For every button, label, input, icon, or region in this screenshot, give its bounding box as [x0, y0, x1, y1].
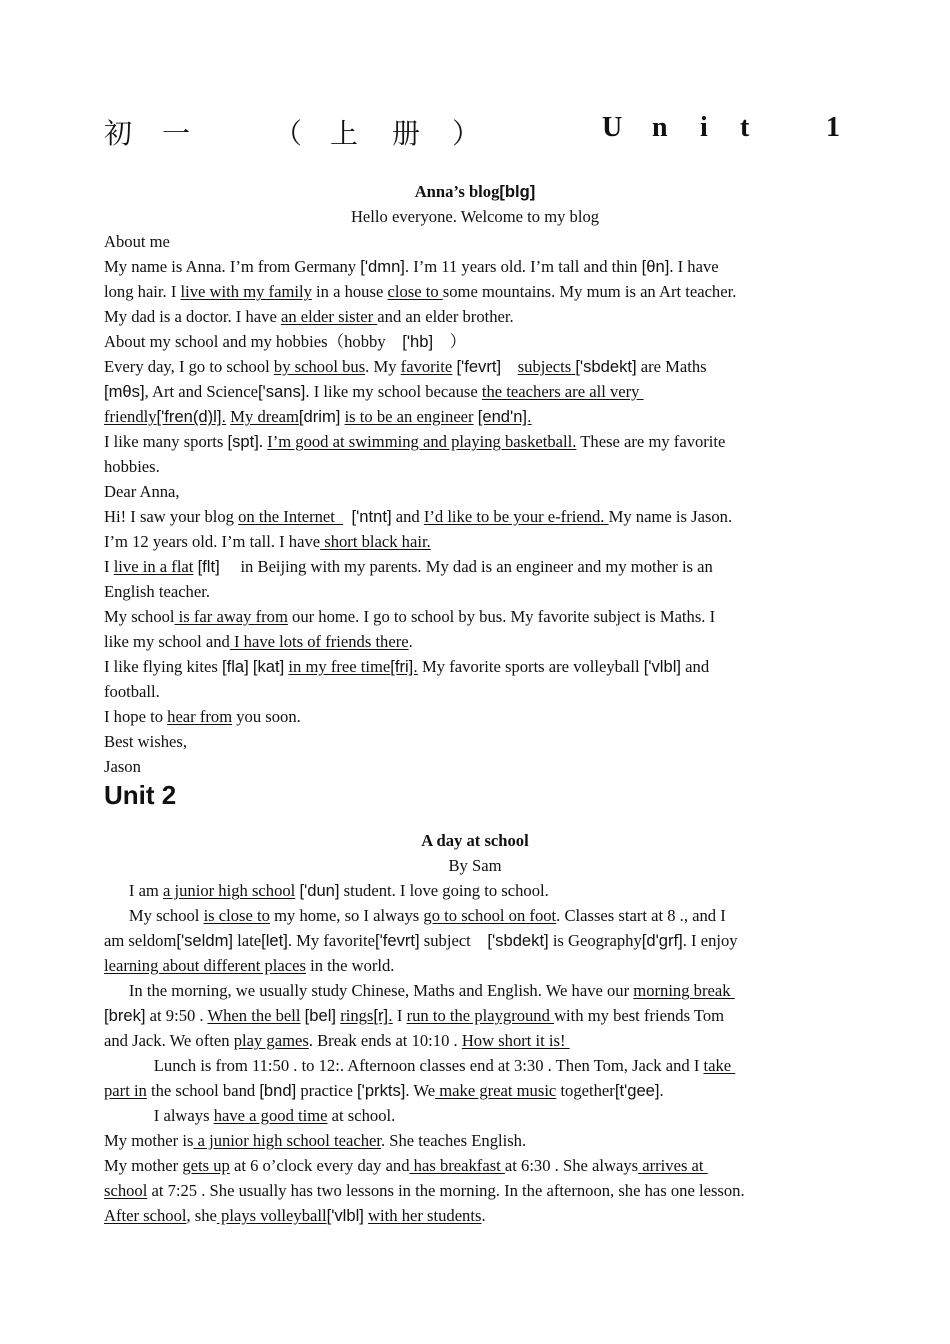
- underlined-phrase: subjects: [517, 357, 576, 376]
- phonetic: [drim]: [298, 407, 341, 426]
- text-line: [104, 1156, 708, 1176]
- text-run: Dear Anna,: [104, 482, 180, 501]
- phonetic: [blɡ]: [499, 182, 536, 201]
- underlined-phrase: rings: [340, 1006, 374, 1025]
- text-run: .: [408, 632, 413, 651]
- text-line: [104, 357, 707, 377]
- text-run: Jason: [104, 757, 141, 776]
- text-run: These are my favorite: [576, 432, 726, 451]
- phonetic: ['hb]: [402, 332, 434, 351]
- text-run: together: [556, 1081, 615, 1100]
- text-run: Every day, I go to school: [104, 357, 274, 376]
- text-line: [104, 282, 736, 302]
- text-run: My school: [104, 607, 175, 626]
- text-run: [501, 357, 518, 376]
- text-run: English teacher.: [104, 582, 210, 601]
- underlined-phrase: have a good time: [213, 1106, 328, 1125]
- text-run: at 9:50 .: [145, 1006, 208, 1025]
- text-line: [104, 557, 713, 577]
- title-char: 一: [162, 119, 191, 150]
- text-line: [104, 906, 726, 926]
- phonetic: [flt]: [197, 557, 220, 576]
- text-run: subject: [419, 931, 488, 950]
- text-line: [104, 682, 160, 702]
- text-run: in the world.: [305, 956, 395, 975]
- title-char: （: [274, 119, 303, 150]
- text-run: .: [258, 432, 268, 451]
- phonetic: ['prkts]: [357, 1081, 406, 1100]
- text-run: long hair. I: [104, 282, 181, 301]
- underlined-phrase: is close to: [203, 906, 270, 925]
- underlined-phrase: My dream: [230, 407, 299, 426]
- text-run: My mother is: [104, 1131, 194, 1150]
- phonetic: [d'grf]: [641, 931, 683, 950]
- underlined-phrase: an elder sister: [280, 307, 378, 326]
- text-run: My name is Anna. I’m from Germany: [104, 257, 361, 276]
- text-run: in Beijing with my parents. My dad is an engineer and my mother is an: [219, 557, 713, 576]
- text-run: and an elder brother.: [377, 307, 514, 326]
- text-run: practice: [296, 1081, 358, 1100]
- text-run: with my best friends Tom: [554, 1006, 725, 1025]
- text-line: [104, 407, 532, 427]
- underlined-phrase: plays volleyball: [216, 1206, 327, 1225]
- text-run: In the morning, we usually study Chinese, Maths and English. We have our: [104, 981, 634, 1000]
- title-char: i: [700, 112, 708, 143]
- underlined-phrase: play games: [233, 1031, 309, 1050]
- phonetic: ['seldm]: [176, 931, 234, 950]
- text-line: [104, 482, 180, 502]
- text-line: [104, 657, 709, 677]
- underlined-phrase: favorite: [400, 357, 453, 376]
- text-line: [104, 607, 715, 627]
- title-char: U: [602, 112, 623, 143]
- text-line: [104, 732, 187, 752]
- underlined-phrase: has breakfast: [409, 1156, 505, 1175]
- page-title: [104, 112, 844, 148]
- text-run: Hello everyone. Welcome to my blog: [350, 207, 600, 226]
- text-run: My mother: [104, 1156, 183, 1175]
- underlined-phrase: make great music: [435, 1081, 557, 1100]
- underlined-phrase: in my free time: [288, 657, 391, 676]
- text-run: Best wishes,: [104, 732, 187, 751]
- underlined-phrase: is to be an engineer: [344, 407, 474, 426]
- text-run: like my school and: [104, 632, 230, 651]
- underlined-phrase: go to school on foot: [423, 906, 557, 925]
- underlined-phrase: a junior high school teacher: [193, 1131, 381, 1150]
- text-run: . I’m 11 years old. I’m tall and thin: [404, 257, 642, 276]
- phonetic: [let]: [261, 931, 288, 950]
- text-line: [104, 1206, 486, 1226]
- phonetic: ['fevrt]: [456, 357, 502, 376]
- underlined-phrase: part in: [104, 1081, 147, 1100]
- text-line: [104, 332, 466, 352]
- text-run: in a house: [311, 282, 388, 301]
- title-char: 初: [104, 119, 133, 150]
- title-char: 上: [330, 119, 359, 150]
- underlined-phrase: on the Internet: [238, 507, 344, 526]
- underlined-phrase: friendly: [104, 407, 157, 426]
- text-line: [104, 457, 160, 477]
- text-run: our home. I go to school by bus. My favorite subject is Maths. I: [287, 607, 716, 626]
- title-char: 册: [392, 119, 421, 150]
- text-run: , she: [186, 1206, 217, 1225]
- underlined-phrase: is far away from: [174, 607, 288, 626]
- text-line: [104, 257, 719, 277]
- text-run: I’m 12 years old. I’m tall. I have: [104, 532, 321, 551]
- phonetic: [bnd]: [259, 1081, 297, 1100]
- text-run: I am: [104, 881, 163, 900]
- phonetic: ['vlbl]: [326, 1206, 364, 1225]
- phonetic: [brek]: [104, 1006, 146, 1025]
- text-run: at 7:25 . She usually has two lessons in the morning. In the afternoon, she has one lesson.: [147, 1181, 745, 1200]
- underlined-phrase: run to the playground: [406, 1006, 555, 1025]
- underlined-phrase: close to: [387, 282, 443, 301]
- text-line: [104, 432, 725, 452]
- text-run: Anna’s blog: [414, 182, 500, 201]
- phonetic: ['sbdekt]: [575, 357, 637, 376]
- phonetic: ['ntnt]: [351, 507, 392, 526]
- phonetic: ['dun]: [299, 881, 340, 900]
- text-line: [104, 1031, 570, 1051]
- phonetic: ['vlbl]: [643, 657, 682, 676]
- text-run: My school: [104, 906, 204, 925]
- text-run: . Break ends at 10:10 .: [308, 1031, 462, 1050]
- text-run: . She teaches English.: [380, 1131, 527, 1150]
- text-run: you soon.: [232, 707, 301, 726]
- text-run: . My favorite: [287, 931, 375, 950]
- text-run: .: [481, 1206, 486, 1225]
- text-line: [104, 757, 141, 777]
- text-run: . Classes start at 8 ., and I: [556, 906, 726, 925]
- phonetic: [kat]: [252, 657, 285, 676]
- text-line: [104, 707, 301, 727]
- underlined-phrase: I have lots of friends there: [229, 632, 409, 651]
- text-run: hobbies.: [104, 457, 160, 476]
- text-run: I like many sports: [104, 432, 228, 451]
- text-run: My dad is a doctor. I have: [104, 307, 281, 326]
- text-run: at school.: [327, 1106, 396, 1125]
- underlined-phrase: After school: [104, 1206, 187, 1225]
- text-line: [104, 1181, 745, 1201]
- text-run: I: [392, 1006, 407, 1025]
- text-run: I like flying kites: [104, 657, 222, 676]
- text-run: late: [233, 931, 262, 950]
- text-line: [0, 182, 950, 202]
- underlined-phrase: arrives at: [638, 1156, 708, 1175]
- title-char: n: [652, 112, 668, 143]
- text-run: , Art and Science: [144, 382, 258, 401]
- phonetic: ['sbdekt]: [487, 931, 549, 950]
- text-line: [104, 1006, 724, 1026]
- text-run: football.: [104, 682, 160, 701]
- text-run: student. I love going to school.: [339, 881, 549, 900]
- text-run: A day at school: [421, 831, 529, 850]
- phonetic: [bel]: [304, 1006, 337, 1025]
- text-line: [104, 232, 170, 252]
- text-line: [104, 881, 549, 901]
- underlined-phrase: [r].: [373, 1006, 393, 1025]
- underlined-phrase: hear from: [167, 707, 233, 726]
- text-run: .: [659, 1081, 664, 1100]
- text-line: [104, 1131, 526, 1151]
- text-line: [104, 507, 732, 527]
- underlined-phrase: school: [104, 1181, 148, 1200]
- text-run: About me: [104, 232, 170, 251]
- phonetic: ['sans]: [257, 382, 306, 401]
- text-run: By Sam: [448, 856, 502, 875]
- underlined-phrase: [end'n].: [477, 407, 532, 426]
- underlined-phrase: take: [703, 1056, 736, 1075]
- underlined-phrase: with her students: [368, 1206, 482, 1225]
- text-run: and: [391, 507, 424, 526]
- text-run: . I have: [669, 257, 719, 276]
- text-line: [0, 831, 950, 851]
- text-run: Hi! I saw your blog: [104, 507, 239, 526]
- text-line: [104, 1106, 395, 1126]
- text-run: and: [681, 657, 710, 676]
- text-line: [104, 1081, 664, 1101]
- underlined-phrase: gets up: [182, 1156, 230, 1175]
- underlined-phrase: ['fren(d)l].: [156, 407, 227, 426]
- text-line: [104, 307, 514, 327]
- phonetic: [spt]: [227, 432, 259, 451]
- title-char: ）: [452, 119, 481, 150]
- text-line: [0, 856, 950, 876]
- text-run: and Jack. We often: [104, 1031, 234, 1050]
- underlined-phrase: live in a flat: [113, 557, 194, 576]
- underlined-phrase: I’m good at swimming and playing basketball.: [267, 432, 577, 451]
- phonetic: [mθs]: [104, 382, 145, 401]
- text-run: I: [104, 557, 114, 576]
- underlined-phrase: How short it is!: [461, 1031, 570, 1050]
- text-run: are Maths: [636, 357, 707, 376]
- underlined-phrase: the teachers are all very: [481, 382, 644, 401]
- text-run: I always: [104, 1106, 214, 1125]
- underlined-phrase: I’d like to be your e-friend.: [423, 507, 609, 526]
- text-run: About my school and my hobbies（hobby: [104, 332, 403, 351]
- underlined-phrase: [fri].: [390, 657, 418, 676]
- text-line: [0, 207, 950, 227]
- underlined-phrase: live with my family: [180, 282, 312, 301]
- text-line: [104, 582, 210, 602]
- phonetic: [t'gee]: [614, 1081, 660, 1100]
- text-run: my home, so I always: [269, 906, 424, 925]
- text-run: am seldom: [104, 931, 177, 950]
- text-line: [104, 632, 413, 652]
- title-char: t: [740, 112, 750, 143]
- text-line: [104, 532, 431, 552]
- text-run: the school band: [146, 1081, 260, 1100]
- text-run: at 6:30 . She always: [504, 1156, 639, 1175]
- underlined-phrase: morning break: [633, 981, 735, 1000]
- phonetic: [θn]: [641, 257, 670, 276]
- text-run: some mountains. My mum is an Art teacher.: [442, 282, 737, 301]
- text-run: . We: [405, 1081, 436, 1100]
- text-line: [104, 956, 394, 976]
- text-run: . I enjoy: [682, 931, 738, 950]
- underlined-phrase: short black hair.: [320, 532, 431, 551]
- phonetic: ['dmn]: [360, 257, 405, 276]
- text-line: [104, 1056, 735, 1076]
- text-line: [104, 981, 735, 1001]
- phonetic: [fla]: [221, 657, 249, 676]
- text-line: [104, 382, 644, 402]
- underlined-phrase: by school bus: [273, 357, 366, 376]
- phonetic: ['fevrt]: [374, 931, 420, 950]
- underlined-phrase: learning about different places: [104, 956, 306, 975]
- text-run: ）: [433, 332, 467, 351]
- text-run: . My: [365, 357, 401, 376]
- text-line: [104, 931, 738, 951]
- text-run: is Geography: [548, 931, 642, 950]
- text-run: Lunch is from 11:50 . to 12:. Afternoon classes end at 3:30 . Then Tom, Jack and I: [104, 1056, 704, 1075]
- text-run: . I like my school because: [305, 382, 482, 401]
- title-char: 1: [826, 112, 840, 143]
- text-run: I hope to: [104, 707, 168, 726]
- underlined-phrase: When the bell: [207, 1006, 301, 1025]
- text-run: My favorite sports are volleyball: [417, 657, 644, 676]
- unit2-heading: Unit 2: [104, 780, 177, 810]
- text-run: at 6 o’clock every day and: [229, 1156, 410, 1175]
- underlined-phrase: a junior high school: [163, 881, 296, 900]
- text-run: My name is Jason.: [608, 507, 733, 526]
